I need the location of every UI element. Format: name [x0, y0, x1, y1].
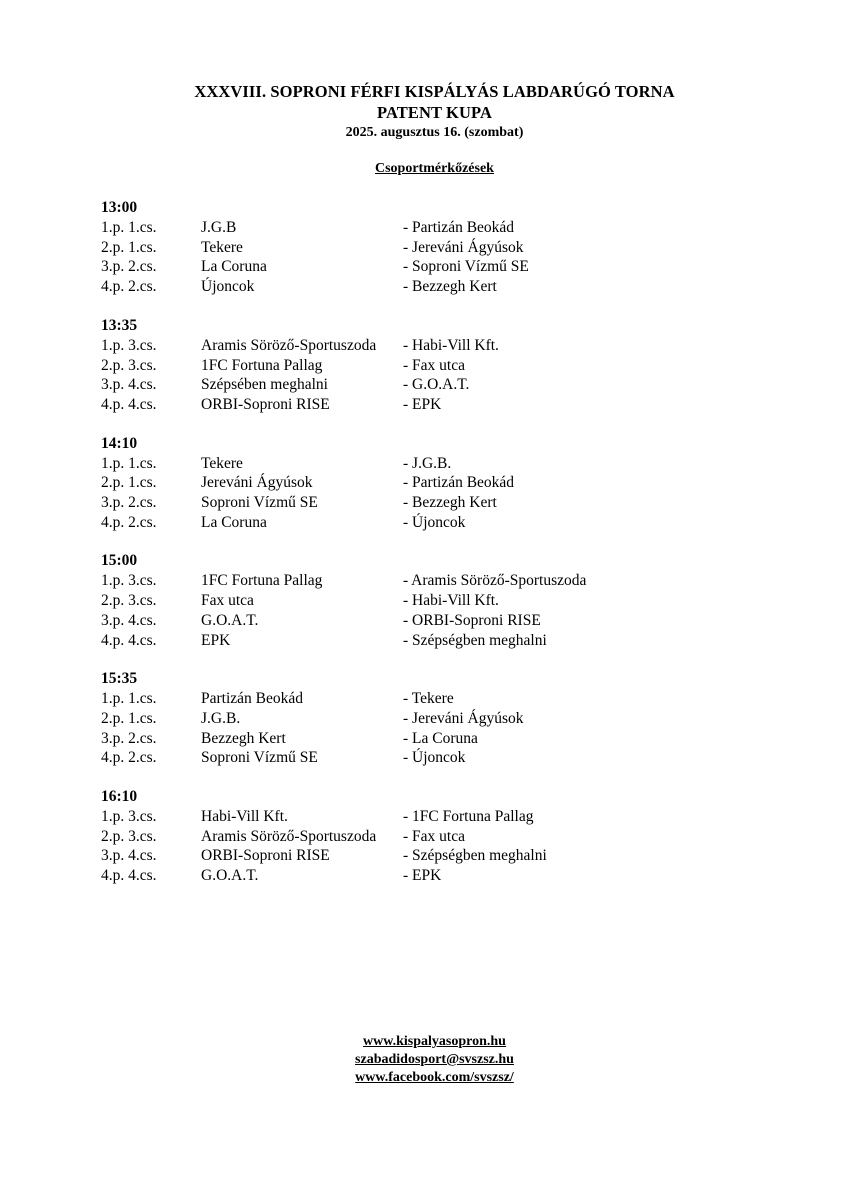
match-row [101, 277, 741, 297]
home-team: La Coruna [201, 258, 267, 276]
away-team: - EPK [403, 867, 442, 885]
home-team: Aramis Söröző-Sportuszoda [201, 827, 377, 845]
home-team: Újoncok [201, 278, 255, 296]
away-team: - Aramis Söröző-Sportuszoda [403, 572, 587, 590]
match-row [101, 729, 741, 749]
match-row [101, 257, 741, 277]
pitch-group: 1.p. 3.cs. [101, 336, 157, 354]
match-row [101, 218, 741, 238]
home-team: Fax utca [201, 592, 254, 610]
away-team: - Partizán Beokád [403, 219, 515, 236]
home-team: Aramis Söröző-Sportuszoda [201, 336, 377, 354]
home-team: G.O.A.T. [201, 611, 259, 629]
home-team: G.O.A.T. [201, 867, 259, 885]
facebook-link[interactable]: www.facebook.com/svszsz/ [355, 1070, 514, 1085]
away-team: - La Coruna [403, 729, 478, 747]
kickoff-time: 16:10 [101, 788, 138, 806]
event-date: 2025. augusztus 16. (szombat) [345, 125, 524, 140]
pitch-group: 4.p. 4.cs. [101, 395, 157, 413]
away-team: - Újoncok [403, 513, 466, 531]
match-row [101, 748, 741, 768]
kickoff-time: 15:00 [101, 552, 138, 570]
cup-name: PATENT KUPA [377, 103, 492, 122]
home-team: J.G.B. [201, 709, 241, 727]
section-title: Csoportmérkőzések [375, 161, 494, 176]
kickoff-time: 13:00 [101, 199, 138, 216]
home-team: Jereváni Ágyúsok [201, 474, 313, 492]
document-footer [0, 1033, 849, 1087]
match-row [101, 395, 741, 415]
match-row [101, 709, 741, 729]
pitch-group: 3.p. 4.cs. [101, 611, 157, 629]
home-team: La Coruna [201, 513, 267, 531]
match-row [101, 473, 741, 493]
match-row [101, 513, 741, 533]
time-block [101, 551, 741, 650]
match-row [101, 591, 741, 611]
pitch-group: 2.p. 1.cs. [101, 474, 157, 492]
time-block [101, 787, 741, 886]
match-row [101, 238, 741, 258]
pitch-group: 2.p. 3.cs. [101, 592, 157, 610]
away-team: - Szépségben meghalni [403, 847, 547, 865]
pitch-group: 1.p. 1.cs. [101, 219, 157, 236]
match-row [101, 807, 741, 827]
away-team: - 1FC Fortuna Pallag [403, 808, 534, 826]
match-row [101, 493, 741, 513]
away-team: - ORBI-Soproni RISE [403, 611, 541, 629]
away-team: - Újoncok [403, 749, 466, 767]
away-team: - Partizán Beokád [403, 474, 515, 492]
time-block [101, 434, 741, 533]
pitch-group: 1.p. 3.cs. [101, 572, 157, 590]
home-team: Szépsében meghalni [201, 376, 328, 394]
home-team: 1FC Fortuna Pallag [201, 572, 323, 590]
away-team: - Fax utca [403, 827, 465, 845]
pitch-group: 2.p. 1.cs. [101, 709, 157, 727]
away-team: - Tekere [403, 690, 454, 708]
match-schedule [101, 198, 741, 905]
away-team: - Habi-Vill Kft. [403, 592, 499, 610]
pitch-group: 1.p. 1.cs. [101, 454, 157, 472]
home-team: ORBI-Soproni RISE [201, 847, 330, 865]
pitch-group: 1.p. 3.cs. [101, 808, 157, 826]
tournament-title: XXXVIII. SOPRONI FÉRFI KISPÁLYÁS LABDARÚGÓ TORNA [194, 82, 675, 101]
away-team: - Soproni Vízmű SE [403, 258, 529, 276]
pitch-group: 3.p. 4.cs. [101, 847, 157, 865]
match-row [101, 454, 741, 474]
match-row [101, 689, 741, 709]
home-team: EPK [201, 631, 231, 649]
away-team: - G.O.A.T. [403, 376, 470, 394]
pitch-group: 2.p. 3.cs. [101, 827, 157, 845]
away-team: - Szépségben meghalni [403, 631, 547, 649]
time-block [101, 198, 741, 297]
pitch-group: 4.p. 2.cs. [101, 278, 157, 296]
email-link[interactable]: szabadidosport@svszsz.hu [355, 1052, 514, 1067]
away-team: - Fax utca [403, 356, 465, 374]
document-header [0, 81, 849, 143]
kickoff-time: 14:10 [101, 434, 138, 452]
pitch-group: 1.p. 1.cs. [101, 690, 157, 708]
match-row [101, 846, 741, 866]
away-team: - Habi-Vill Kft. [403, 336, 499, 354]
away-team: - Bezzegh Kert [403, 278, 497, 296]
match-row [101, 336, 741, 356]
away-team: - Jereváni Ágyúsok [403, 709, 524, 727]
home-team: ORBI-Soproni RISE [201, 395, 330, 413]
pitch-group: 4.p. 4.cs. [101, 631, 157, 649]
home-team: 1FC Fortuna Pallag [201, 356, 323, 374]
pitch-group: 2.p. 3.cs. [101, 356, 157, 374]
home-team: Soproni Vízmű SE [201, 494, 318, 512]
away-team: - EPK [403, 395, 442, 413]
home-team: Partizán Beokád [201, 690, 304, 708]
time-block [101, 669, 741, 768]
away-team: - J.G.B. [403, 454, 452, 472]
kickoff-time: 13:35 [101, 316, 138, 334]
pitch-group: 4.p. 2.cs. [101, 749, 157, 767]
home-team: Tekere [201, 238, 243, 256]
kickoff-time: 15:35 [101, 670, 138, 688]
pitch-group: 3.p. 2.cs. [101, 494, 157, 512]
home-team: J.G.B [201, 219, 237, 236]
match-row [101, 631, 741, 651]
pitch-group: 2.p. 1.cs. [101, 238, 157, 256]
match-row [101, 571, 741, 591]
match-row [101, 356, 741, 376]
pitch-group: 3.p. 2.cs. [101, 258, 157, 276]
website-link[interactable]: www.kispalyasopron.hu [363, 1034, 506, 1049]
match-row [101, 611, 741, 631]
match-row [101, 375, 741, 395]
home-team: Habi-Vill Kft. [201, 808, 288, 826]
time-block [101, 316, 741, 415]
match-row [101, 827, 741, 847]
home-team: Soproni Vízmű SE [201, 749, 318, 767]
away-team: - Jereváni Ágyúsok [403, 238, 524, 256]
pitch-group: 4.p. 4.cs. [101, 867, 157, 885]
home-team: Bezzegh Kert [201, 729, 286, 747]
pitch-group: 4.p. 2.cs. [101, 513, 157, 531]
home-team: Tekere [201, 454, 243, 472]
match-row [101, 866, 741, 886]
pitch-group: 3.p. 2.cs. [101, 729, 157, 747]
away-team: - Bezzegh Kert [403, 494, 497, 512]
pitch-group: 3.p. 4.cs. [101, 376, 157, 394]
